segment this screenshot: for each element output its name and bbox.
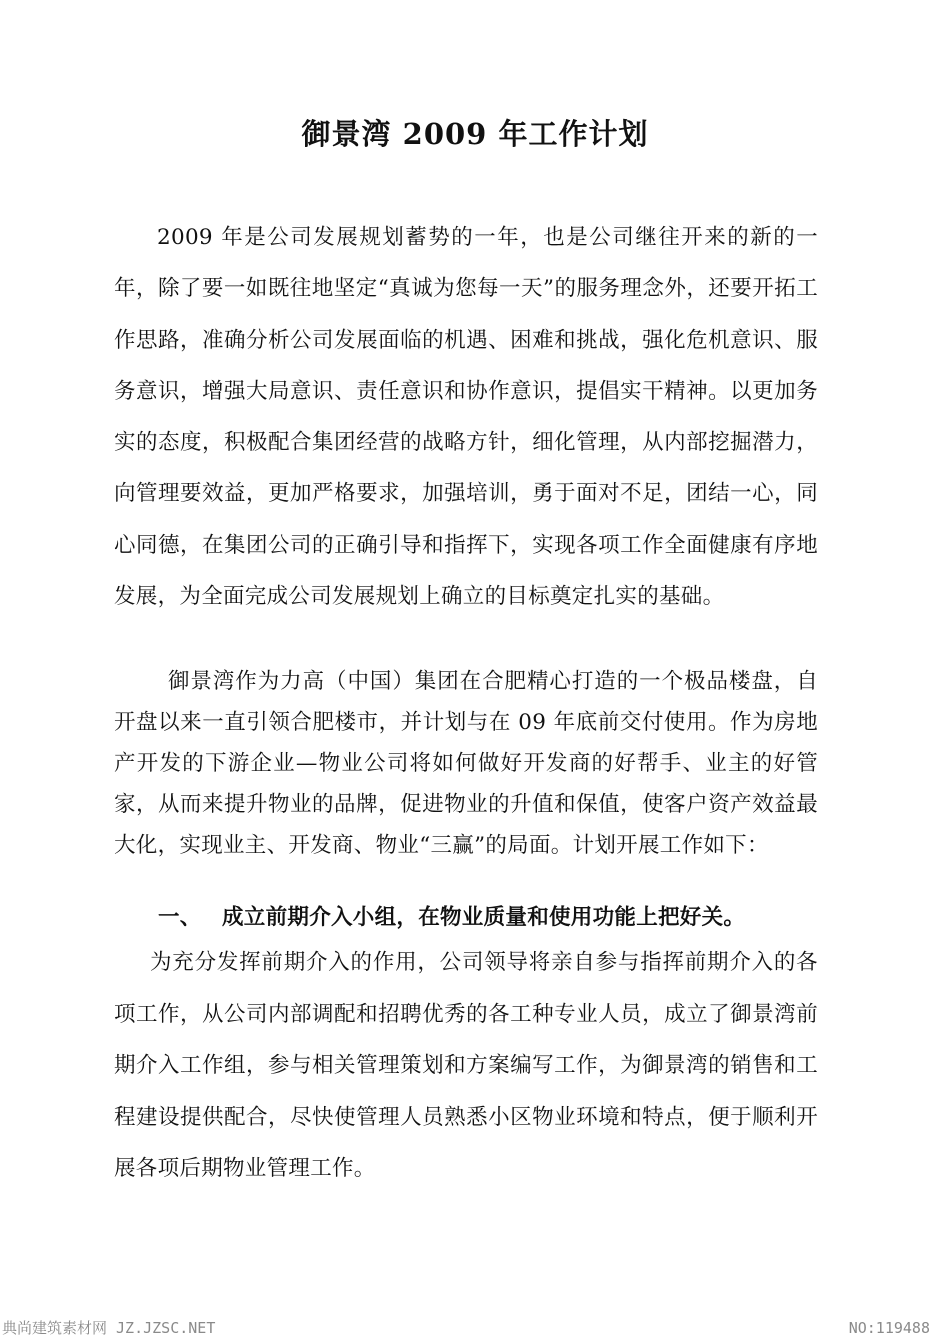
section-1-body: 为充分发挥前期介入的作用，公司领导将亲自参与指挥前期介入的各项工作，从公司内部调配和招聘优秀的各工种专业人员，成立了御景湾前期介入工作组，参与相关管理策划和方案编写工作，为御景湾的销售和工程建设提供配合，尽快使管理人员熟悉小区物业环境和特点，便于顺利开展各项后期物业管理工作。	[114, 950, 818, 1181]
watermark-text: 典尚建筑素材网 JZ.JZSC.NET	[2, 1319, 216, 1337]
document-title: 御景湾 2009 年工作计划	[301, 117, 649, 151]
section-1-title: 成立前期介入小组，在物业质量和使用功能上把好关。	[222, 905, 746, 930]
section-1-number: 一、	[158, 905, 202, 930]
document-number: NO:119488	[848, 1319, 930, 1337]
intro-paragraph: 2009 年是公司发展规划蓄势的一年，也是公司继往开来的新的一年，除了要一如既往地坚定“真诚为您每一天”的服务理念外，还要开拓工作思路，准确分析公司发展面临的机遇、困难和挑战，强化危机意识、服务意识，增强大局意识、责任意识和协作意识，提倡实干精神。以更加务实的态度，积极配合集团经营的战略方针，细化管理，从内部挖掘潜力，向管理要效益，更加严格要求，加强培训，勇于面对不足，团结一心，同心同德，在集团公司的正确引导和指挥下，实现各项工作全面健康有序地发展，为全面完成公司发展规划上确立的目标奠定扎实的基础。	[114, 225, 818, 610]
project-paragraph: 御景湾作为力高（中国）集团在合肥精心打造的一个极品楼盘，自开盘以来一直引领合肥楼市，并计划与在 09 年底前交付使用。作为房地产开发的下游企业—物业公司将如何做好开发商的好帮手、业主的好管家，从而来提升物业的品牌，促进物业的升值和保值，使客户资产效益最大化，实现业主、开发商、物业“三赢”的局面。计划开展工作如下：	[114, 669, 818, 858]
section-1-heading	[158, 898, 745, 938]
